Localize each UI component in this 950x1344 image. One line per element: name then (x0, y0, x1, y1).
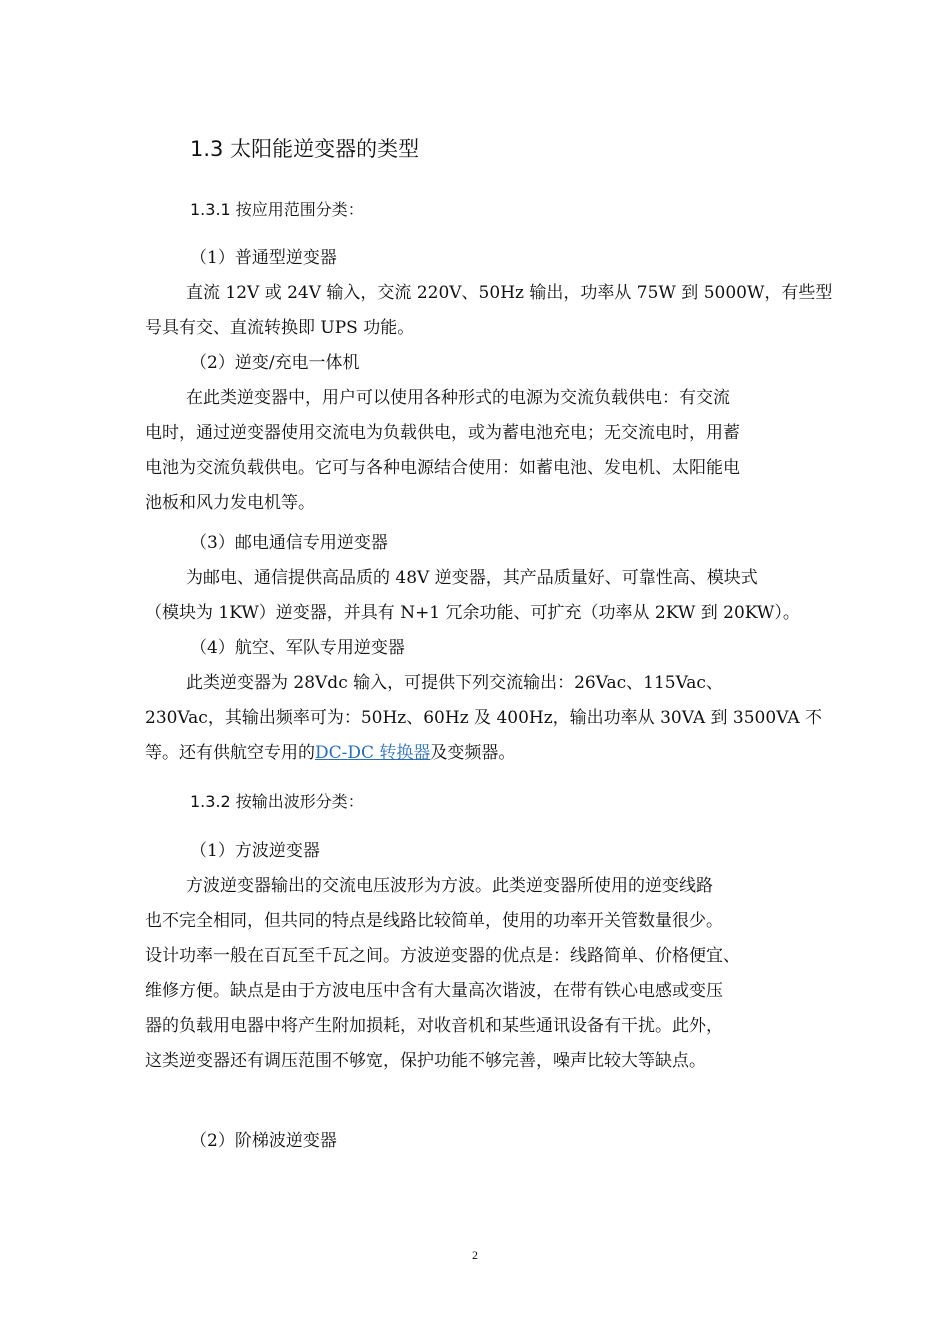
item-title: （2）阶梯波逆变器 (190, 1131, 337, 1151)
item-title: （2）逆变/充电一体机 (190, 353, 360, 373)
paragraph-line: 号具有交、直流转换即 UPS 功能。 (145, 318, 415, 338)
paragraph-line-with-link (145, 741, 515, 765)
paragraph-line: 也不完全相同，但共同的特点是线路比较简单，使用的功率开关管数量很少。 (145, 911, 723, 931)
paragraph-line: 此类逆变器为 28Vdc 输入，可提供下列交流输出：26Vac、115Vac、 (186, 673, 723, 693)
item-title: （3）邮电通信专用逆变器 (190, 533, 388, 553)
item-title: （1）方波逆变器 (190, 841, 320, 861)
section-title: 1.3 太阳能逆变器的类型 (190, 137, 420, 161)
paragraph-line: 这类逆变器还有调压范围不够宽，保护功能不够完善，噪声比较大等缺点。 (145, 1051, 706, 1071)
paragraph-line: 直流 12V 或 24V 输入，交流 220V、50Hz 输出，功率从 75W 到 5000W，有些型 (186, 283, 833, 303)
paragraph-line: 池板和风力发电机等。 (145, 493, 315, 513)
paragraph-line: 电池为交流负载供电。它可与各种电源结合使用：如蓄电池、发电机、太阳能电 (145, 458, 740, 478)
text-fragment: 等。还有供航空专用的 (145, 743, 315, 763)
text-fragment: 及变频器。 (430, 743, 516, 763)
paragraph-line: 为邮电、通信提供高品质的 48V 逆变器，其产品质量好、可靠性高、模块式 (186, 568, 758, 588)
paragraph-line: 设计功率一般在百瓦至千瓦之间。方波逆变器的优点是：线路简单、价格便宜、 (145, 946, 740, 966)
paragraph-line: 维修方便。缺点是由于方波电压中含有大量高次谐波，在带有铁心电感或变压 (145, 981, 723, 1001)
item-title: （1）普通型逆变器 (190, 248, 337, 268)
paragraph-line: 器的负载用电器中将产生附加损耗，对收音机和某些通讯设备有干扰。此外， (145, 1016, 723, 1036)
paragraph-line: （模块为 1KW）逆变器，并具有 N+1 冗余功能、可扩充（功率从 2KW 到 20KW）。 (145, 603, 800, 623)
subsection-heading-waveform: 1.3.2 按输出波形分类： (190, 792, 364, 811)
page-number: 2 (472, 1248, 478, 1262)
paragraph-line: 在此类逆变器中，用户可以使用各种形式的电源为交流负载供电：有交流 (186, 388, 730, 408)
paragraph-line: 电时，通过逆变器使用交流电为负载供电，或为蓄电池充电；无交流电时，用蓄 (145, 423, 740, 443)
item-title: （4）航空、军队专用逆变器 (190, 638, 405, 658)
subsection-heading-application: 1.3.1 按应用范围分类： (190, 200, 364, 219)
dc-dc-converter-link[interactable]: DC-DC 转换器 (315, 743, 431, 763)
paragraph-line: 230Vac，其输出频率可为：50Hz、60Hz 及 400Hz，输出功率从 30VA 到 3500VA 不 (145, 708, 822, 728)
paragraph-line: 方波逆变器输出的交流电压波形为方波。此类逆变器所使用的逆变线路 (186, 876, 713, 896)
